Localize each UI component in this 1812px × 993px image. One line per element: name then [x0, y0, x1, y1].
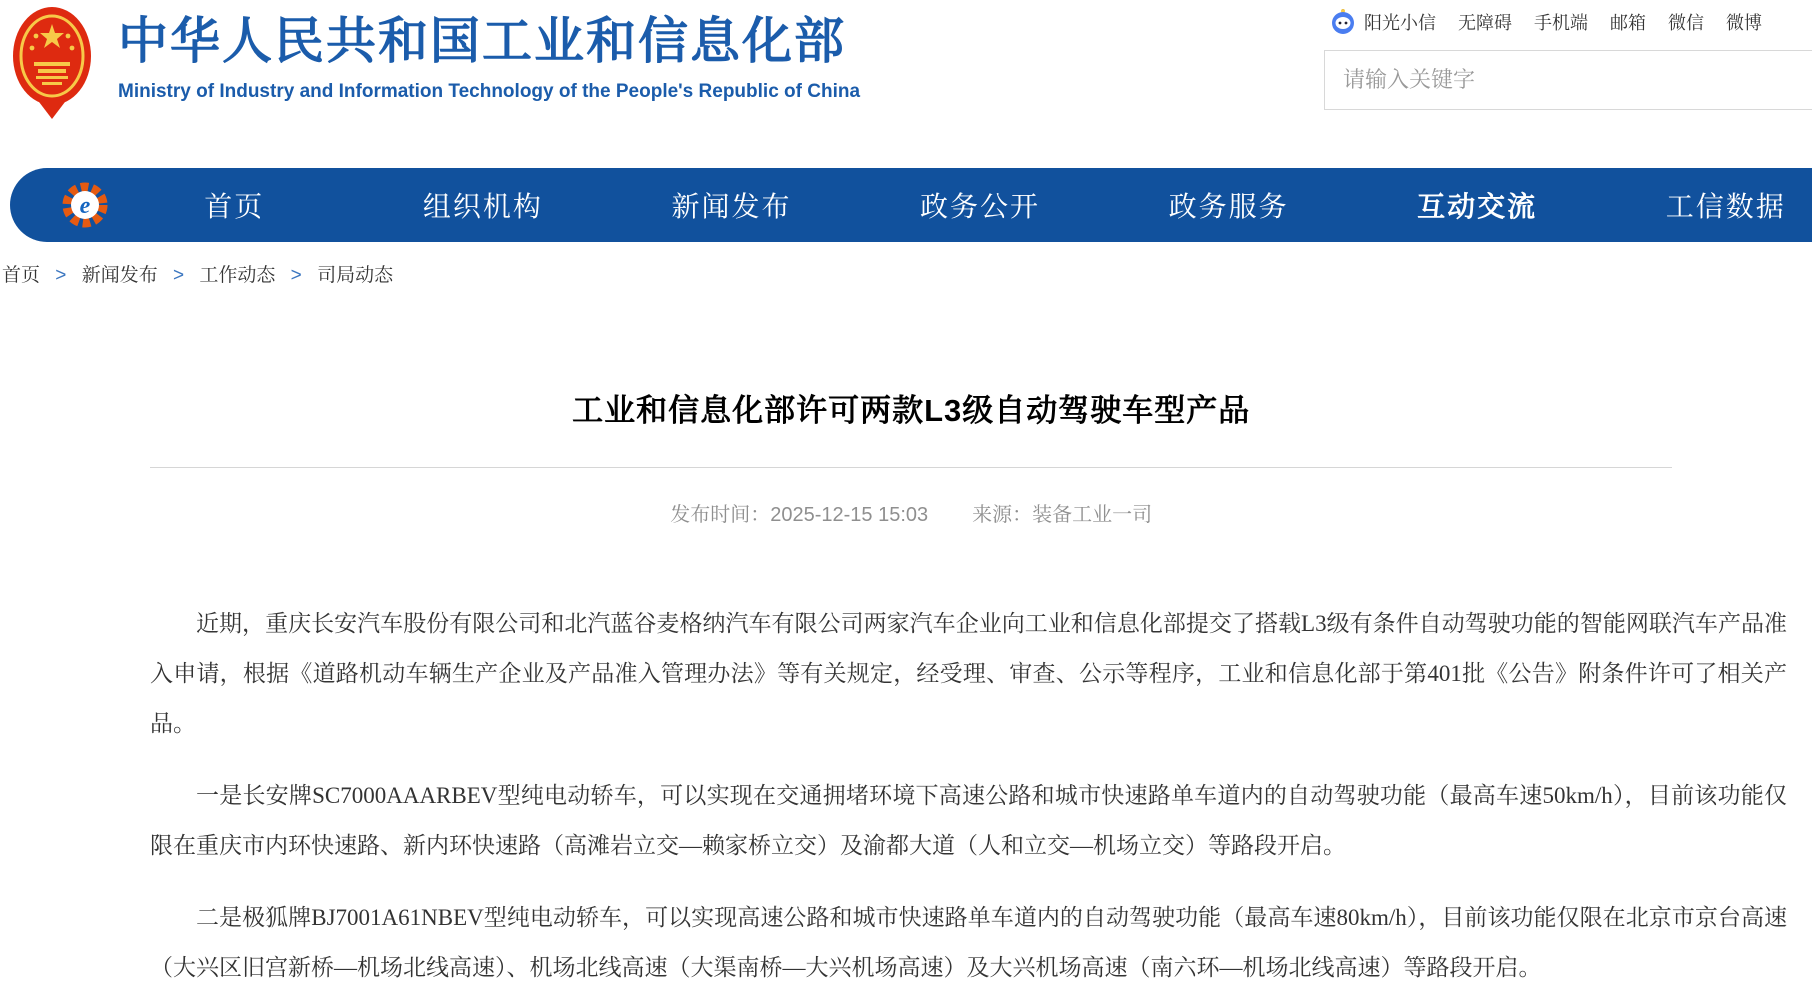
- nav-items: [110, 185, 1812, 225]
- nav-item-gov-services[interactable]: 政务服务: [1168, 191, 1289, 222]
- article-paragraph: 一是长安牌SC7000AAARBEV型纯电动轿车，可以实现在交通拥堵环境下高速公路和城市快速路单车道内的自动驾驶功能（最高车速50km/h），目前该功能仅限在重庆市内环快速路、新内环快速路（高滩岩立交—赖家桥立交）及渝都大道（人和立交—机场立交）等路段开启。: [150, 783, 1787, 858]
- site-brand[interactable]: [12, 6, 860, 120]
- site-header: [0, 0, 1812, 168]
- publish-time: 2025-12-15 15:03: [770, 504, 929, 526]
- breadcrumb-item-news[interactable]: 新闻发布: [81, 265, 158, 286]
- article-body: [150, 599, 1787, 993]
- quick-link-mail[interactable]: 邮箱: [1610, 13, 1646, 33]
- article-paragraph: 二是极狐牌BJ7001A61NBEV型纯电动轿车，可以实现高速公路和城市快速路单车道内的自动驾驶功能（最高车速80km/h），目前该功能仅限在北京市京台高速（大兴区旧宫新桥—机场北线高速）、机场北线高速（大渠南桥—大兴机场高速）及大兴机场高速（南六环—机场北线高速）等路段开启。: [150, 905, 1787, 980]
- breadcrumb-item-home[interactable]: 首页: [2, 265, 41, 286]
- publish-time-label: 发布时间：: [670, 504, 771, 526]
- quick-link-sunshine-xiaoxin[interactable]: 阳光小信: [1364, 13, 1436, 33]
- main-nav: [10, 168, 1812, 242]
- national-emblem-icon: [12, 6, 92, 120]
- quick-link-mobile[interactable]: 手机端: [1534, 13, 1588, 33]
- mascot-robot-icon: [1330, 8, 1356, 36]
- quick-link-wechat[interactable]: 微信: [1668, 13, 1704, 33]
- article-meta: [150, 498, 1672, 527]
- quick-link-weibo[interactable]: 微博: [1726, 13, 1762, 33]
- search-input[interactable]: [1325, 51, 1812, 109]
- breadcrumb-item-work-trends[interactable]: 工作动态: [199, 265, 276, 286]
- quick-link-accessibility[interactable]: 无障碍: [1458, 13, 1512, 33]
- nav-item-organization[interactable]: 组织机构: [422, 191, 543, 222]
- title-divider: [150, 467, 1672, 468]
- nav-item-miit-data[interactable]: 工信数据: [1665, 191, 1786, 222]
- source-label: 来源：: [972, 504, 1033, 526]
- article: [150, 385, 1787, 993]
- search-box: [1324, 50, 1812, 110]
- nav-item-news[interactable]: 新闻发布: [671, 191, 792, 222]
- nav-item-gov-affairs[interactable]: 政务公开: [920, 191, 1041, 222]
- nav-item-interaction[interactable]: 互动交流: [1417, 191, 1538, 222]
- site-title: 中华人民共和国工业和信息化部: [118, 13, 846, 69]
- miit-logo-icon[interactable]: [60, 180, 110, 230]
- source-value: 装备工业一司: [1032, 504, 1153, 526]
- breadcrumb: [2, 260, 393, 287]
- article-paragraph: 近期，重庆长安汽车股份有限公司和北汽蓝谷麦格纳汽车有限公司两家汽车企业向工业和信息化部提交了搭载L3级有条件自动驾驶功能的智能网联汽车产品准入申请，根据《道路机动车辆生产企业及产品准入管理办法》等有关规定，经受理、审查、公示等程序，工业和信息化部于第401批《公告》附条件许可了相关产品。: [150, 611, 1787, 736]
- site-subtitle: Ministry of Industry and Information Technology of the People's Republic of China: [118, 81, 861, 102]
- breadcrumb-separator: >: [172, 265, 185, 286]
- article-title: 工业和信息化部许可两款L3级自动驾驶车型产品: [572, 393, 1251, 428]
- svg-text:e: e: [79, 193, 91, 219]
- brand-text: [118, 6, 860, 103]
- quick-links-bar: [1330, 8, 1762, 36]
- nav-item-home[interactable]: 首页: [204, 191, 265, 222]
- breadcrumb-separator: >: [55, 265, 67, 286]
- breadcrumb-item-bureau-trends[interactable]: 司局动态: [317, 265, 394, 286]
- breadcrumb-separator: >: [290, 265, 302, 286]
